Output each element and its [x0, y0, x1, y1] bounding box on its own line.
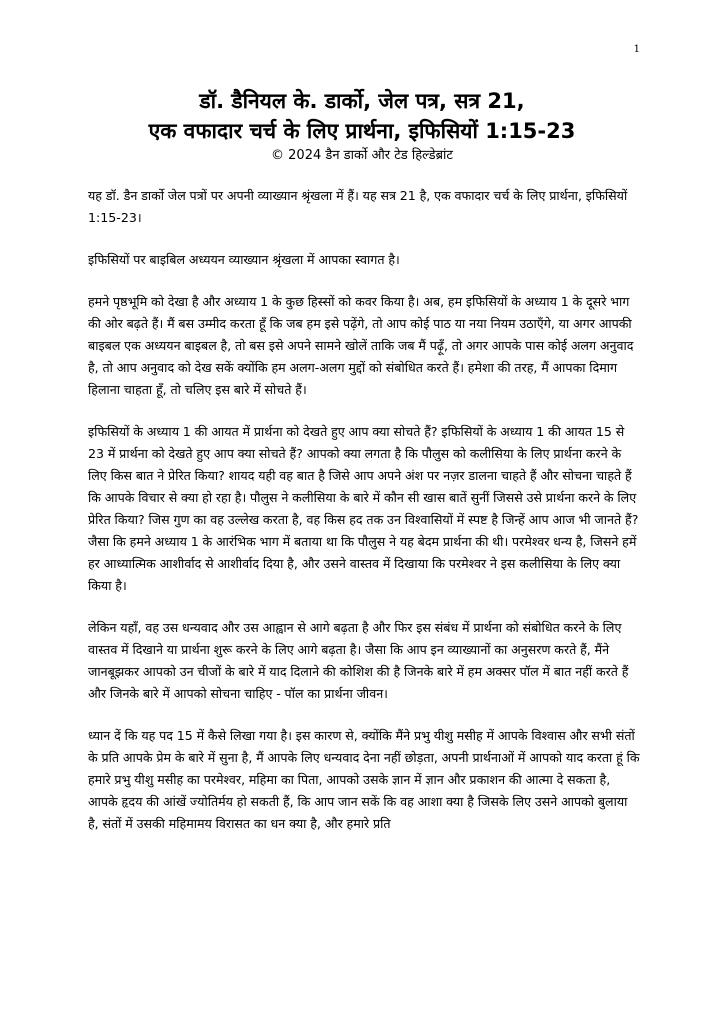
paragraph: ध्यान दें कि यह पद 15 में कैसे लिखा गया है। इस कारण से, क्योंकि मैंने प्रभु यीशु मसीह में आपके विश्वास और सभी संतों के प्रति आपके प्रेम के बारे में सुना है, मैं आपके लिए धन्यवाद देना नहीं छोड़ता, अपनी प्रार्थनाओं में आपको याद करता हूं कि हमारे प्रभु यीशु मसीह का परमेश्वर, महिमा का पिता, आपको उसके ज्ञान में ज्ञान और प्रकाशन की आत्मा दे सकता है, आपके हृदय की आंखें ज्योतिर्मय हो सकती हैं, कि आप जान सकें कि वह आशा क्या है जिसके लिए उसने आपको बुलाया है, संतों में उसकी महिमामय विरासत का धन क्या है, और हमारे प्रति: [88, 728, 640, 831]
paragraph: लेकिन यहाँ, वह उस धन्यवाद और उस आह्वान से आगे बढ़ता है और फिर इस संबंध में प्रार्थना को संबोधित करने के लिए वास्तव में दिखाने या प्रार्थना शुरू करने के लिए आगे बढ़ता है। जैसा कि आप इन व्याख्यानों का अनुसरण करते हैं, मैंने जानबूझकर आपको उन चीजों के बारे में याद दिलाने की कोशिश की है जिनके बारे में हम अक्सर पॉल में बात नहीं करते हैं और जिनके बारे में आपको सोचना चाहिए - पॉल का प्रार्थना जीवन।: [88, 620, 629, 701]
copyright-line: © 2024 डैन डार्को और टेड हिल्डेब्रांट: [271, 148, 453, 163]
paragraph: हमने पृष्ठभूमि को देखा है और अध्याय 1 के कुछ हिस्सों को कवर किया है। अब, हम इफिसियों के अध्याय 1 के दूसरे भाग की ओर बढ़ते हैं। मैं बस उम्मीद करता हूँ कि जब हम इसे पढ़ेंगे, तो आप कोई पाठ या नया नियम उठाएँगे, या अगर आपकी बाइबल एक अध्ययन बाइबल है, तो बस इसे अपने सामने खोलें ताकि जब मैं पढ़ूँ, तो अगर आपके पास कोई अलग अनुवाद है, तो आप अनुवाद को देख सकें क्योंकि हम अलग-अलग मुद्दों को संबोधित करते हैं। हमेशा की तरह, मैं आपका दिमाग हिलाना चाहता हूँ, तो चलिए इस बारे में सोचते हैं।: [88, 294, 634, 397]
paragraph: इफिसियों पर बाइबिल अध्ययन व्याख्यान श्रृंखला में आपका स्वागत है।: [88, 252, 400, 267]
title-block: [88, 86, 636, 166]
paragraph: यह डॉ. डैन डार्को जेल पत्रों पर अपनी व्याख्यान श्रृंखला में हैं। यह सत्र 21 है, एक वफादार चर्च के लिए प्रार्थना, इफिसियों 1:15-23।: [88, 188, 628, 225]
page-number: 1: [633, 44, 640, 55]
document-body: [88, 185, 640, 855]
document-title-line-1: डॉ. डैनियल के. डार्को, जेल पत्र, सत्र 21,: [199, 89, 525, 113]
document-title-line-2: एक वफादार चर्च के लिए प्रार्थना, इफिसियों 1:15-23: [148, 119, 576, 143]
paragraph: इफिसियों के अध्याय 1 की आयत में प्रार्थना को देखते हुए आप क्या सोचते हैं? इफिसियों के अध्याय 1 की आयत 15 से 23 में प्रार्थना को देखते हुए आप क्या सोचते हैं? आपको क्या लगता है कि पौलुस को कलीसिया के लिए प्रार्थना करने के लिए किस बात ने प्रेरित किया? शायद यही वह बात है जिसे आप अपने अंश पर नज़र डालना चाहते हैं और सोचना चाहते हैं कि आपके विचार से क्या हो रहा है। पौलुस ने कलीसिया के बारे में कौन सी खास बातें सुनीं जिससे उसे प्रार्थना करने के लिए प्रेरित किया? जिस गुण का वह उल्लेख करता है, वह किस हद तक उन विश्वासियों में स्पष्ट है जिन्हें आप आज भी जानते हैं? जैसा कि हमने अध्याय 1 के आरंभिक भाग में बताया था कि पौलुस ने यह बेदम प्रार्थना की थी। परमेश्वर धन्य है, जिसने हमें हर आध्यात्मिक आशीर्वाद से आशीर्वाद दिया है, और उसने वास्तव में दिखाया कि परमेश्वर ने इस कलीसिया के लिए क्या किया है।: [88, 424, 639, 593]
